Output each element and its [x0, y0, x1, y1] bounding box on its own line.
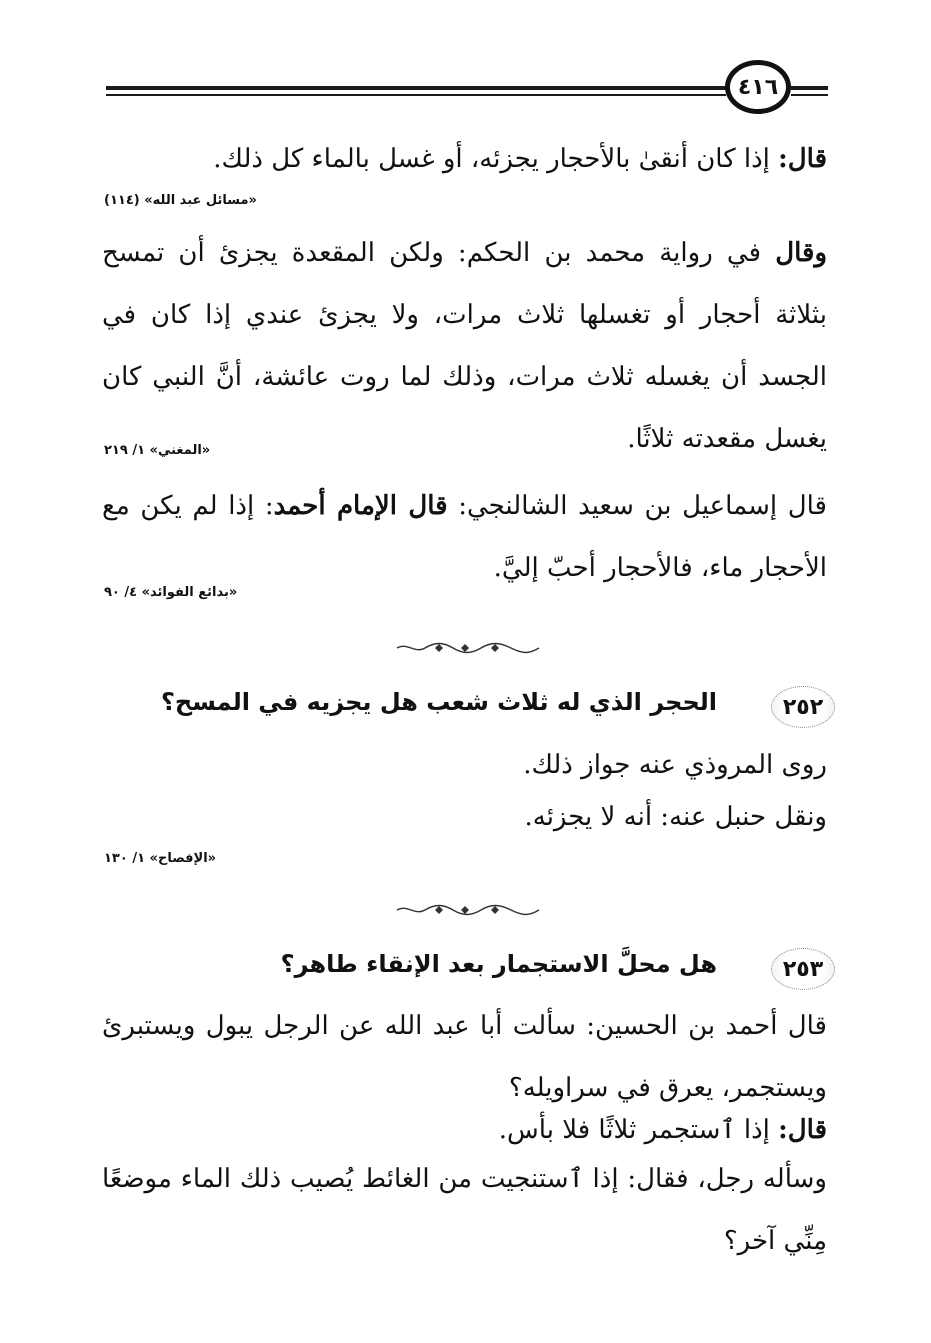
- question-253-paragraph-3: وسأله رجل، فقال: إذا ٱستنجيت من الغائط يُصيب ذلك الماء موضعًا مِنِّي آخر؟: [102, 1164, 827, 1256]
- paragraph-1: [102, 128, 827, 190]
- question-252-line-2: ونقل حنبل عنه: أنه لا يجزئه.: [524, 802, 827, 832]
- ornament-divider-1: [395, 641, 541, 655]
- paragraph-2-lead: وقال: [775, 238, 827, 268]
- question-252-line-1: روى المروذي عنه جواز ذلك.: [523, 750, 827, 780]
- header-rule-right-thin: [791, 94, 828, 96]
- paragraph-1-lead: قال:: [778, 144, 827, 174]
- question-title-252: الحجر الذي له ثلاث شعب هل يجزيه في المسح؟: [160, 688, 717, 716]
- question-title-253: هل محلَّ الاستجمار بعد الإنقاء طاهر؟: [280, 950, 717, 978]
- page-number: ٤١٦: [725, 60, 791, 114]
- paragraph-3-lead: قال الإمام أحمد: [273, 491, 448, 521]
- header-rule-right-thick: [791, 86, 828, 90]
- header-rule-thin: [106, 94, 726, 96]
- question-253-answer-text: إذا ٱستجمر ثلاثًا فلا بأس.: [498, 1115, 779, 1145]
- paragraph-2-text: في رواية محمد بن الحكم: ولكن المقعدة يجزئ أن تمسح بثلاثة أحجار أو تغسلها ثلاث مرات، ولا يجزئ عندي إذا كان في الجسد أن يغسله ثلاث مرات، وذلك لما روت عائشة، أنَّ النبي كان يغسل مقعدته ثلاثًا.: [102, 238, 827, 454]
- paragraph-3: [102, 475, 827, 599]
- question-253-paragraph-1: قال أحمد بن الحسين: سألت أبا عبد الله عن الرجل يبول ويستبرئ ويستجمر، يعرق في سراويله؟: [102, 1011, 827, 1103]
- paragraph-2: [102, 222, 827, 470]
- question-number-252: ٢٥٢: [771, 686, 835, 728]
- paragraph-3-text: : إذا لم يكن مع الأحجار ماء، فالأحجار أحبّ إليَّ.: [102, 491, 827, 583]
- source-citation-3: «بدائع الفوائد» ٤/ ٩٠: [104, 585, 238, 600]
- ornament-divider-2: [395, 903, 541, 917]
- question-253-answer-lead: قال:: [778, 1115, 827, 1145]
- paragraph-3-pre: قال إسماعيل بن سعيد الشالنجي:: [447, 491, 827, 521]
- question-number-253: ٢٥٣: [771, 948, 835, 990]
- source-citation-1: «مسائل عبد الله» (١١٤): [104, 193, 257, 208]
- source-citation-2: «المغني» ١/ ٢١٩: [104, 443, 211, 458]
- source-citation-4: «الإفصاح» ١/ ١٣٠: [104, 851, 217, 866]
- paragraph-1-text: إذا كان أنقىٰ بالأحجار يجزئه، أو غسل بالماء كل ذلك.: [213, 144, 779, 174]
- header-rule-thick: [106, 86, 726, 90]
